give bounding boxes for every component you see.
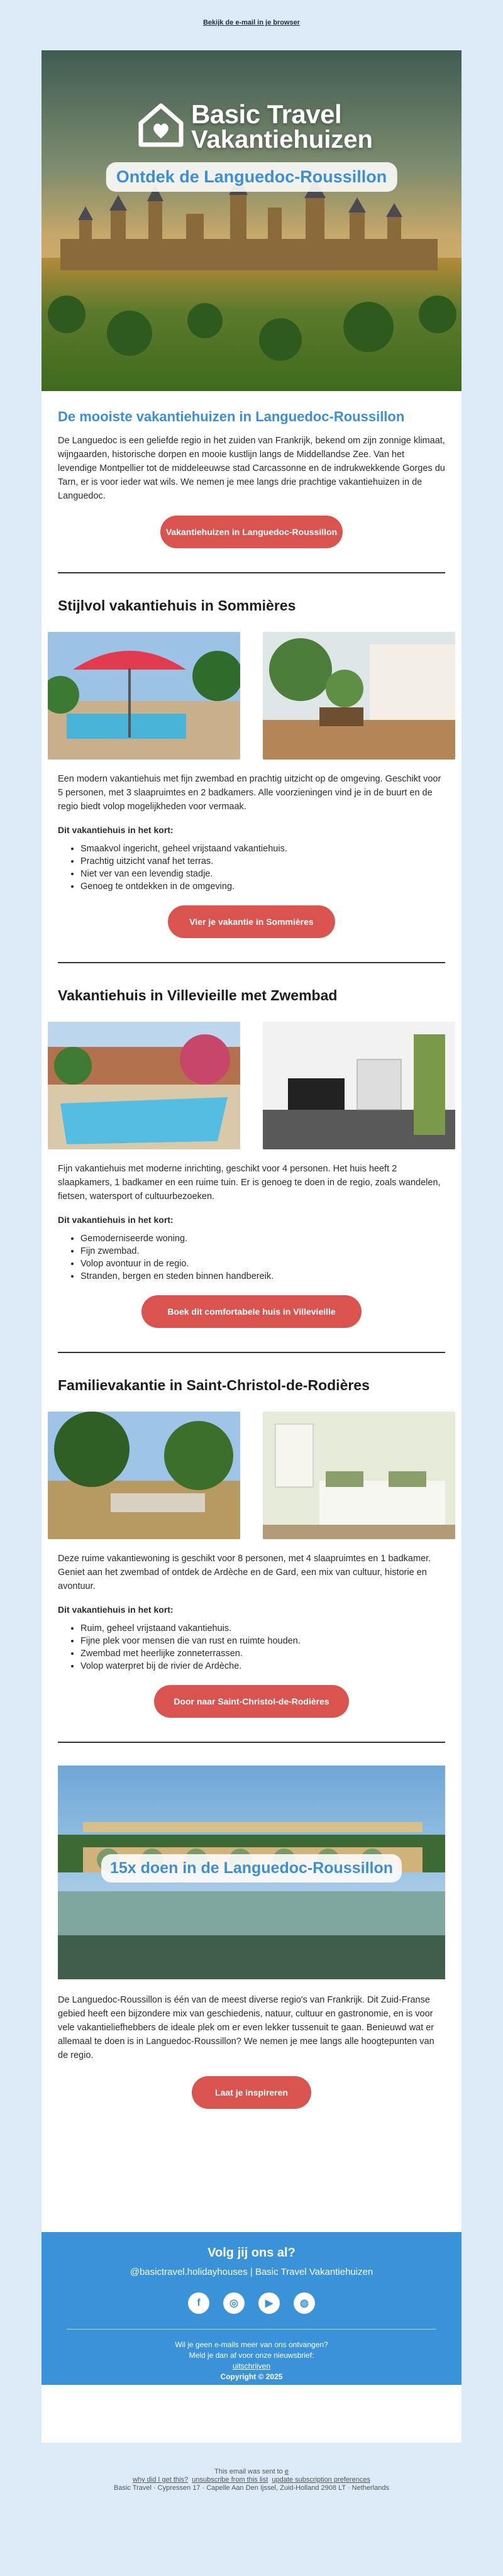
intro-button[interactable]: Vakantiehuizen in Languedoc-Roussillon	[160, 516, 343, 548]
hero-image	[41, 50, 462, 391]
footer	[41, 2232, 462, 2385]
list-item: • Fijne plek voor mensen die van rust en ruimte houden.	[80, 1635, 445, 1647]
house-1-photos	[48, 632, 455, 760]
legal-footer	[0, 2468, 503, 2492]
footer-handles: @basictravel.holidayhouses | Basic Travel Vakantiehuizen	[130, 2267, 373, 2277]
house-3-photo-bedroom	[263, 1412, 455, 1539]
why-link[interactable]: why did I get this?	[133, 2476, 189, 2484]
house-3-text: Deze ruime vakantiewoning is geschikt voor 8 personen, met 4 slaapruimtes en 1 badkamer. Geniet aan het zwembad of ontdek de Ardèche en de Gard, een mix van cultuur, historie en avontuur.	[58, 1554, 431, 1591]
list-item: • Volop avontuur in de regio.	[80, 1258, 445, 1270]
intro-heading: De mooiste vakantiehuizen in Languedoc-Roussillon	[58, 409, 405, 424]
footer-divider	[67, 2329, 436, 2330]
brand-name: Basic Travel	[191, 99, 342, 129]
house-2-photo-pool	[48, 1022, 240, 1149]
view-in-browser-link[interactable]: Bekijk de e-mail in je browser	[202, 19, 301, 26]
list-item: • Ruim, geheel vrijstaand vakantiehuis.	[80, 1622, 445, 1635]
footer-follow-heading: Volg jij ons al?	[207, 2246, 296, 2260]
house-3-photo-garden	[48, 1412, 240, 1539]
house-3-title: Familievakantie in Saint-Christol-de-Rodières	[58, 1377, 370, 1393]
house-2-button[interactable]: Boek dit comfortabele huis in Villevieille	[141, 1295, 362, 1328]
house-3-bullets	[58, 1622, 445, 1672]
list-item: • Gemoderniseerde woning.	[80, 1232, 445, 1245]
house-2-summary-label: Dit vakantiehuis in het kort:	[58, 1215, 174, 1225]
list-item: • Volop waterpret bij de rivier de Ardèche.	[80, 1660, 445, 1672]
list-item: • Prachtig uitzicht vanaf het terras.	[80, 855, 445, 868]
list-item: • Smaakvol ingericht, geheel vrijstaand vakantiehuis.	[80, 843, 445, 855]
divider	[58, 1352, 445, 1353]
house-1-text: Een modern vakantiehuis met fijn zwembad en prachtig uitzicht op de omgeving. Geschikt voor 5 personen, met 3 slaapruimtes en 2 badkamers. Alle voorzieningen vind je in de buurt en de regio biedt volop mogelijkheden voor vermaak.	[58, 774, 441, 812]
house-2-title: Vakantiehuis in Villevieille met Zwembad	[58, 987, 338, 1003]
sent-to-text: This email was sent to	[214, 2468, 283, 2475]
divider	[58, 962, 445, 963]
content	[41, 409, 462, 2109]
list-item: • Genoeg te ontdekken in de omgeving.	[80, 880, 445, 893]
list-item: • Niet ver van een levendig stadje.	[80, 868, 445, 880]
email-card	[41, 50, 462, 2443]
house-1-summary-label: Dit vakantiehuis in het kort:	[58, 825, 174, 835]
intro-text: De Languedoc is een geliefde regio in het zuiden van Frankrijk, bekend om zijn zonnige klimaat, wijngaarden, historische dorpen en mooie kustlijn langs de Middellandse Zee. Van het levendige Montpellier tot de middeleeuwse stad Carcassonne en de indrukwekkende Gorges du Tarn, er is voor ieder wat wils. We nemen je mee langs drie prachtige vakantiehuizen in de Languedoc.	[58, 436, 445, 501]
house-2-bullets	[58, 1232, 445, 1283]
unsubscribe-line-1: Wil je geen e-mails meer van ons ontvangen?	[175, 2340, 328, 2349]
divider	[58, 572, 445, 573]
instagram-icon[interactable]: ◎	[223, 2292, 245, 2314]
unsubscribe-line-2: Meld je dan af voor onze nieuwsbrief:	[189, 2351, 314, 2360]
website-icon[interactable]: ◍	[294, 2292, 315, 2314]
house-1-title: Stijlvol vakantiehuis in Sommières	[58, 597, 296, 614]
postal-address: Basic Travel · Cypressen 17 · Capelle Aan Den Ijssel, Zuid-Holland 2908 LT · Netherlands	[114, 2484, 389, 2492]
house-1-photo-pool-umbrella	[48, 632, 240, 760]
house-2-photos	[48, 1022, 455, 1149]
hero-banner: Ontdek de Languedoc-Roussillon	[106, 162, 397, 192]
todo-text: De Languedoc-Roussillon is één van de meest diverse regio's van Frankrijk. Dit Zuid-Franse gebied heeft een bijzondere mix van geschiedenis, natuur, cultuur en gastronomie, en is voor vele vakantieliefhebbers de ideale plek om er even lekker tussenuit te gaan. Benieuwd wat er allemaal te doen is in Languedoc-Roussillon? We nemen je mee langs alle hoogtepunten van de regio.	[58, 1995, 434, 2060]
unsubscribe-list-link[interactable]: unsubscribe from this list	[192, 2476, 268, 2484]
house-3-photos	[48, 1412, 455, 1539]
list-item: • Zwembad met heerlijke zonneterrassen.	[80, 1647, 445, 1660]
divider	[58, 1742, 445, 1743]
house-3-button[interactable]: Door naar Saint-Christol-de-Rodières	[154, 1685, 349, 1718]
brand-subtitle: Vakantiehuizen	[191, 126, 373, 153]
house-1-bullets	[58, 843, 445, 893]
update-preferences-link[interactable]: update subscription preferences	[272, 2476, 370, 2484]
list-item: • Fijn zwembad.	[80, 1245, 445, 1258]
email-link[interactable]: e	[284, 2468, 289, 2475]
todo-button[interactable]: Laat je inspireren	[192, 2076, 311, 2109]
list-item: • Stranden, bergen en steden binnen handbereik.	[80, 1270, 445, 1283]
top-bar	[0, 0, 503, 50]
house-2-text: Fijn vakantiehuis met moderne inrichting, geschikt voor 4 personen. Het huis heeft 2 slaapkamers, 1 badkamer en een ruime tuin. Er is genoeg te doen in de regio, zoals wandelen, fietsen, watersport of cultuurbezoeken.	[58, 1164, 441, 1202]
unsubscribe-link[interactable]: uitschrijven	[232, 2362, 271, 2370]
house-2-photo-kitchen	[263, 1022, 455, 1149]
house-heart-icon	[136, 102, 186, 148]
social-links	[41, 2292, 462, 2314]
facebook-icon[interactable]: f	[188, 2292, 209, 2314]
house-1-photo-terrace	[263, 632, 455, 760]
copyright: Copyright © 2025	[220, 2372, 283, 2381]
youtube-icon[interactable]: ▶	[258, 2292, 280, 2314]
house-3-summary-label: Dit vakantiehuis in het kort:	[58, 1605, 174, 1615]
todo-banner: 15x doen in de Languedoc-Roussillon	[101, 1854, 402, 1882]
house-1-button[interactable]: Vier je vakantie in Sommières	[168, 905, 335, 938]
todo-image	[58, 1766, 445, 1979]
